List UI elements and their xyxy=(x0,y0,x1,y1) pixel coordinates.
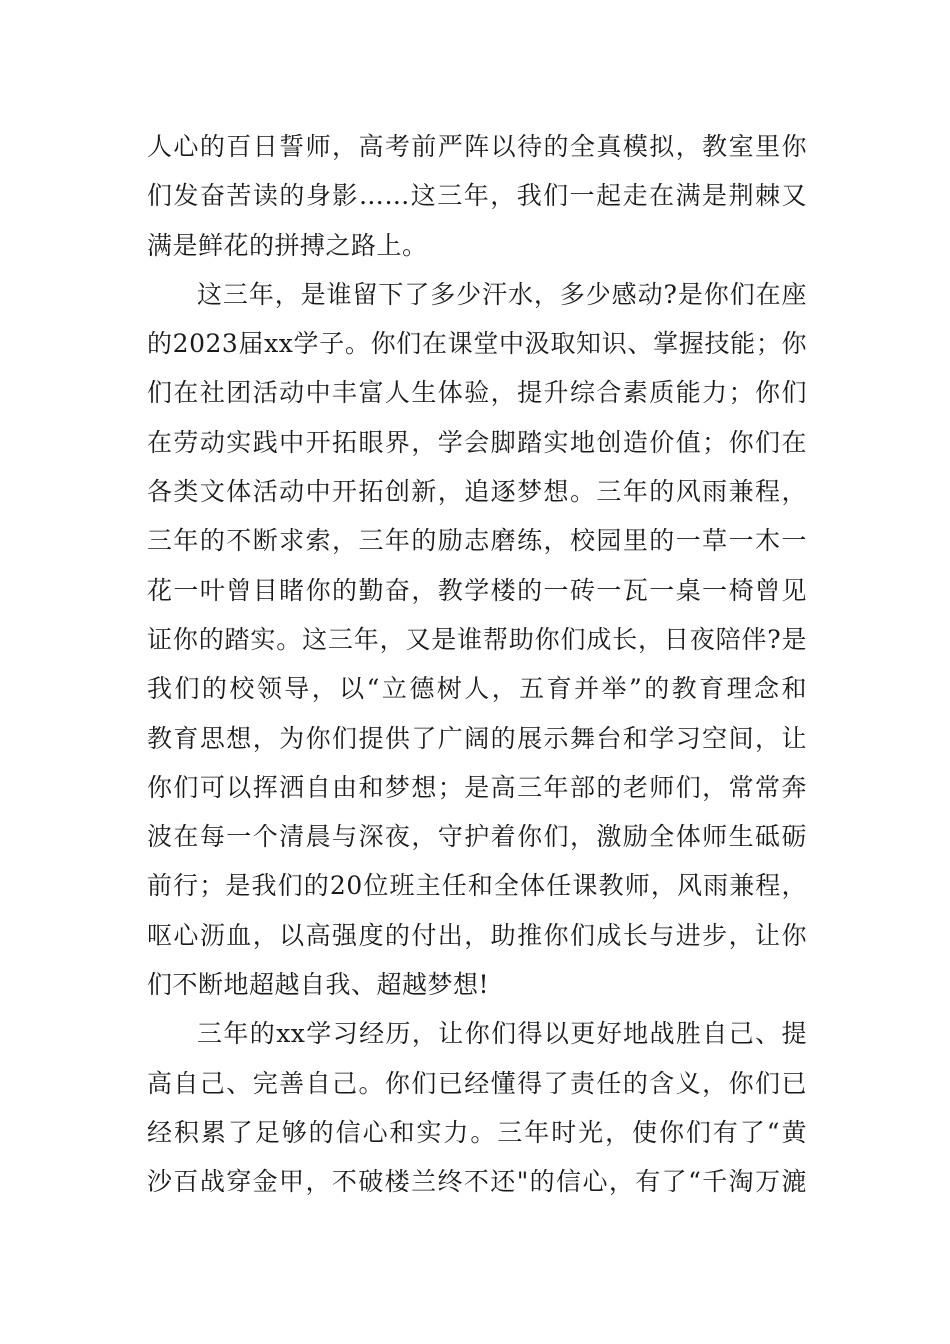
text-line: 高自己、完善自己。你们已经懂得了责任的含义，你们已 xyxy=(147,1068,807,1098)
text-line: 在劳动实践中开拓眼界，学会脚踏实地创造价值；你们在 xyxy=(147,427,807,457)
text-line: 们不断地超越自我、超越梦想! xyxy=(147,970,490,1000)
text-line: 三年的xx学习经历，让你们得以更好地战胜自己、提 xyxy=(197,1019,807,1049)
text-line: 这三年，是谁留下了多少汗水，多少感动?是你们在座 xyxy=(197,279,807,309)
body-text xyxy=(147,122,807,1207)
text-line: 教育思想，为你们提供了广阔的展示舞台和学习空间，让 xyxy=(147,723,807,753)
text-line: 满是鲜花的拼搏之路上。 xyxy=(147,230,428,260)
text-line: 三年的不断求索，三年的励志磨练，校园里的一草一木一 xyxy=(147,526,807,556)
text-line: 波在每一个清晨与深夜，守护着你们，激励全体师生砥砺 xyxy=(147,822,807,852)
text-line: 沙百战穿金甲，不破楼兰终不还"的信心，有了“千淘万漉 xyxy=(147,1167,807,1197)
text-line: 证你的踏实。这三年，又是谁帮助你们成长，日夜陪伴?是 xyxy=(147,624,807,654)
text-line: 人心的百日誓师，高考前严阵以待的全真模拟，教室里你 xyxy=(147,132,807,161)
text-line: 各类文体活动中开拓创新，追逐梦想。三年的风雨兼程， xyxy=(147,477,807,507)
text-line: 经积累了足够的信心和实力。三年时光，使你们有了“黄 xyxy=(147,1117,807,1147)
text-line: 前行；是我们的20位班主任和全体任课教师，风雨兼程， xyxy=(147,871,807,901)
text-line: 花一叶曾目睹你的勤奋，教学楼的一砖一瓦一桌一椅曾见 xyxy=(147,575,807,605)
text-line: 的2023届xx学子。你们在课堂中汲取知识、掌握技能；你 xyxy=(147,329,807,359)
text-line: 们发奋苦读的身影……这三年，我们一起走在满是荆棘又 xyxy=(147,181,807,211)
text-line: 我们的校领导，以“立德树人，五育并举”的教育理念和 xyxy=(147,674,807,704)
text-line: 你们可以挥洒自由和梦想；是高三年部的老师们，常常奔 xyxy=(147,772,807,802)
text-line: 呕心沥血，以高强度的付出，助推你们成长与进步，让你 xyxy=(147,920,807,950)
text-line: 们在社团活动中丰富人生体验，提升综合素质能力；你们 xyxy=(147,378,807,408)
